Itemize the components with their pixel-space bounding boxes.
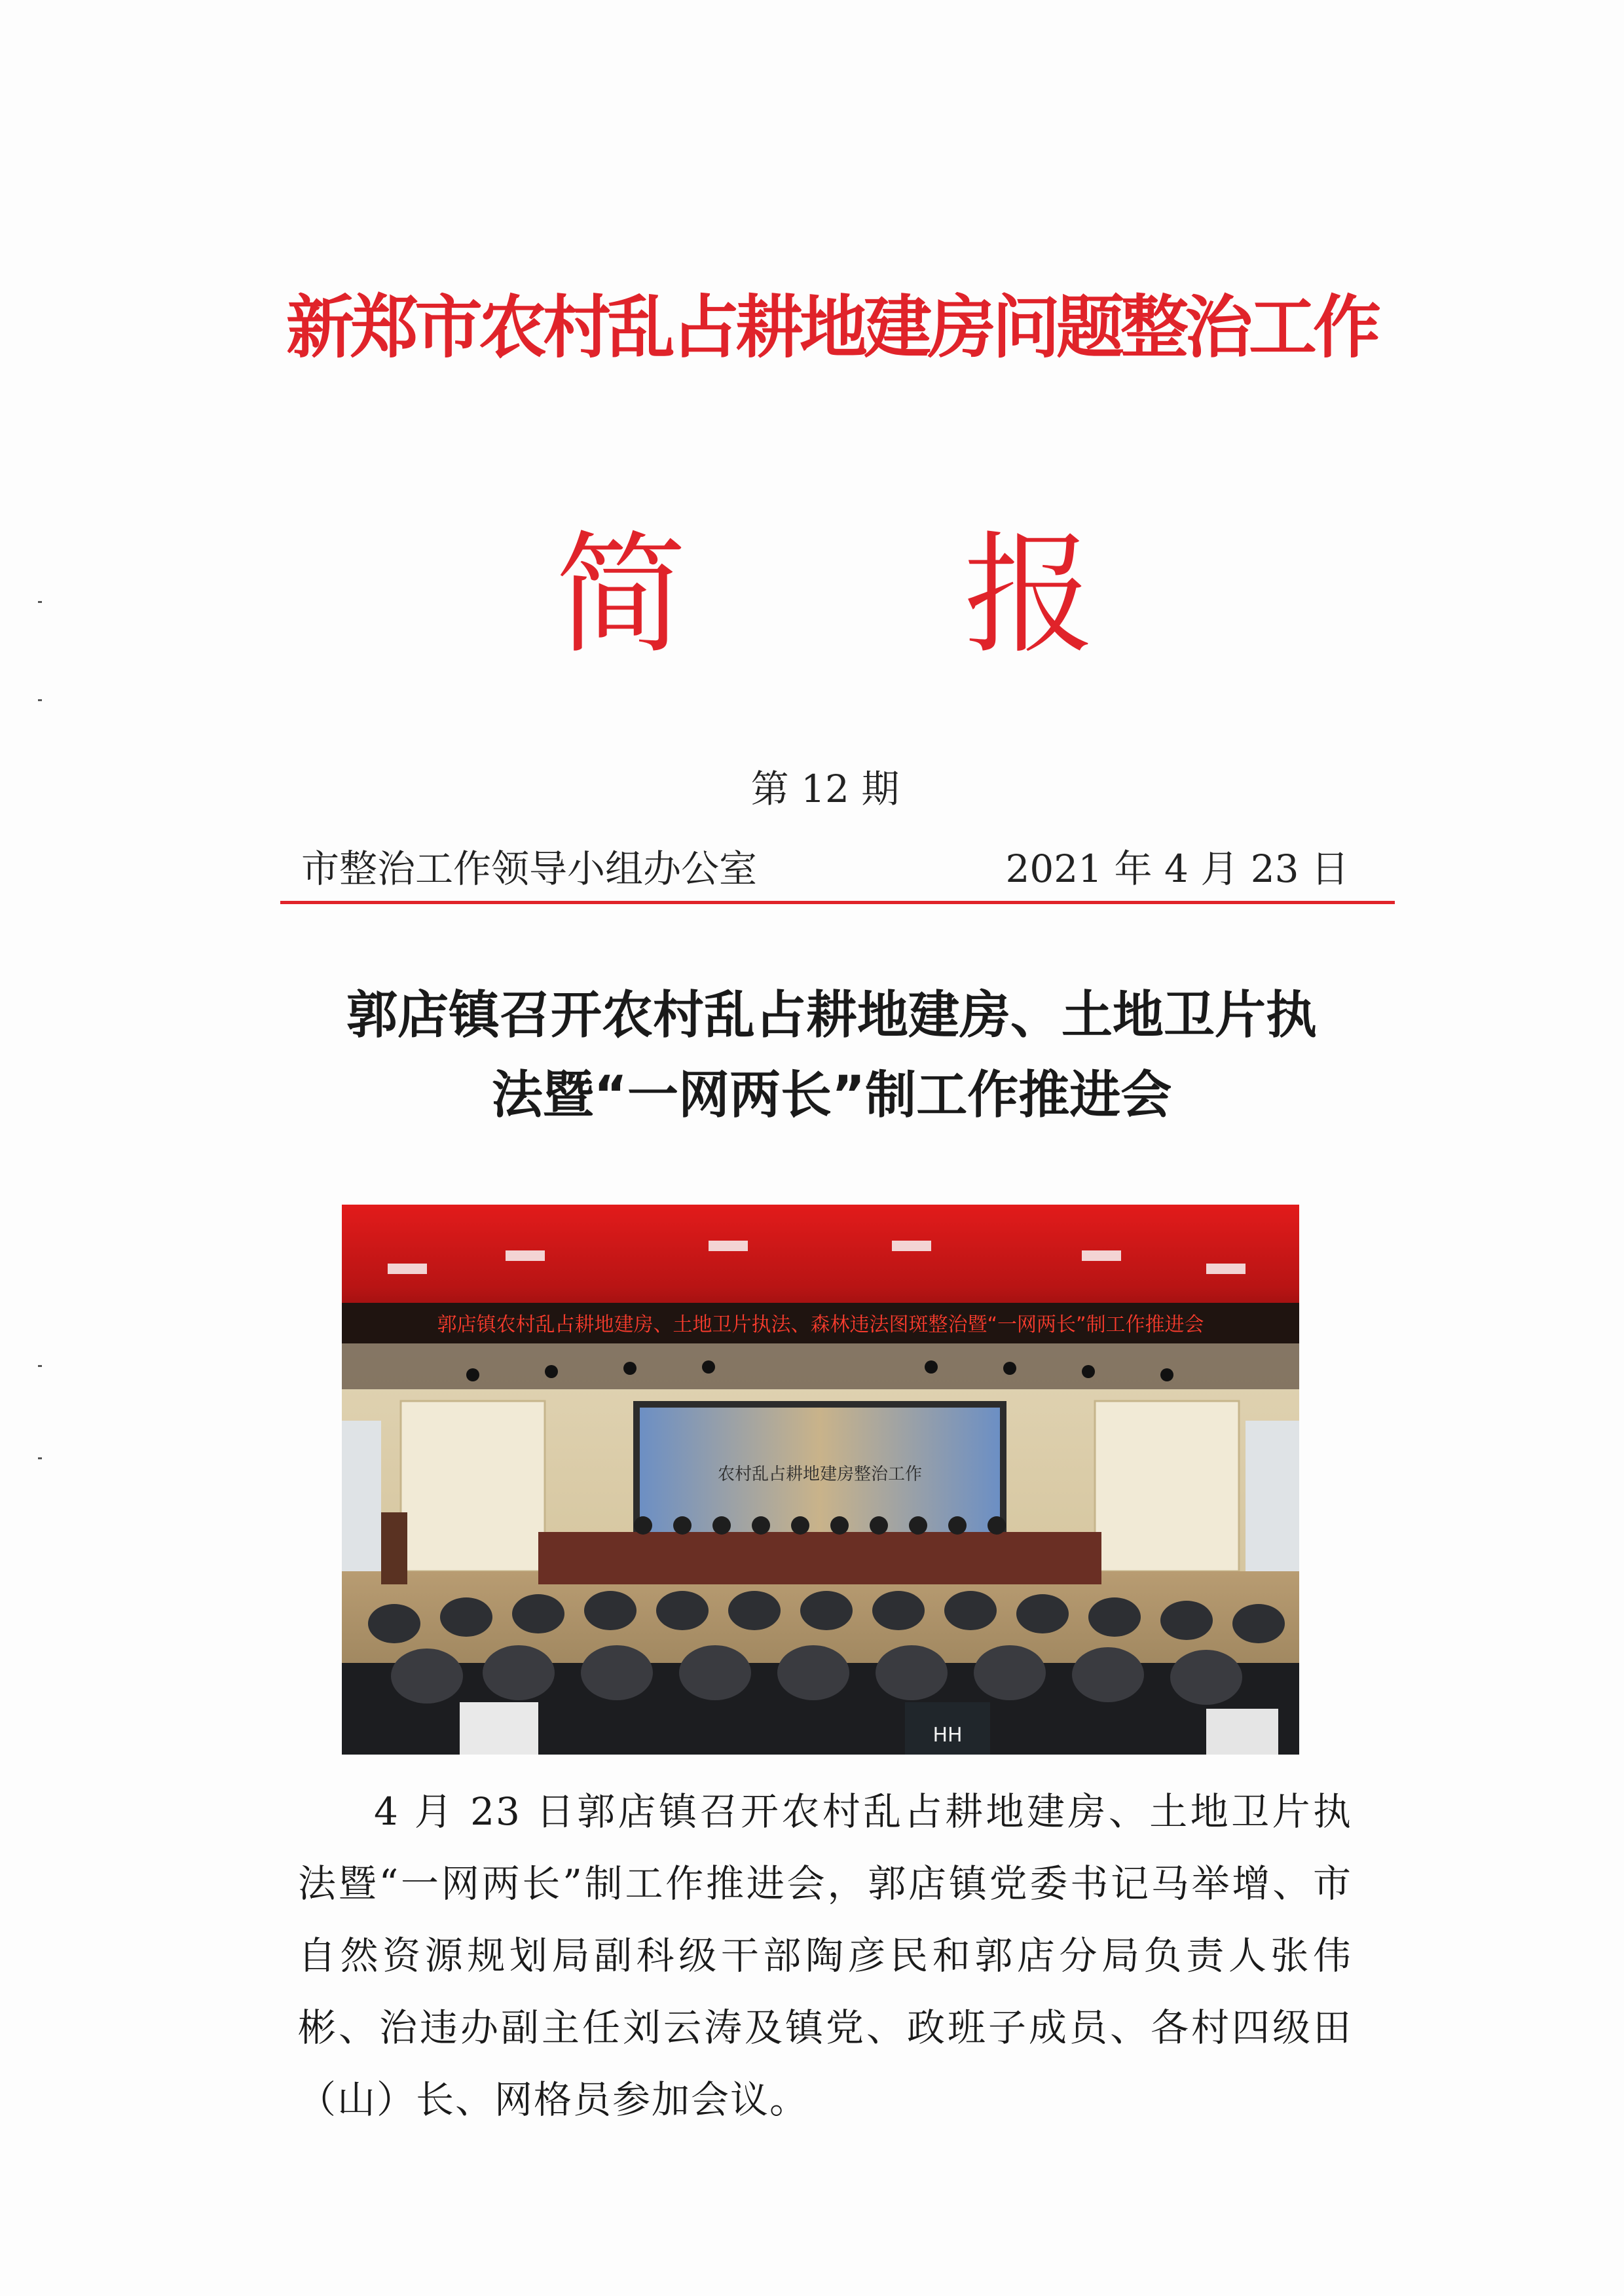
- side-window: [1246, 1421, 1299, 1571]
- scan-artifact: [38, 1457, 42, 1459]
- scan-artifact: [38, 699, 42, 701]
- article-title-line-2: 法暨“一网两长”制工作推进会: [491, 1066, 1172, 1125]
- meeting-photo-illustration: [342, 1205, 1299, 1755]
- issue-number: 第 12 期: [750, 767, 900, 811]
- podium: [381, 1512, 407, 1584]
- rostrum-table: [538, 1532, 1101, 1584]
- article-title: [249, 975, 1414, 1135]
- white-shirt: [460, 1702, 538, 1755]
- meeting-photo: [342, 1205, 1299, 1755]
- screen-text: 农村乱占耕地建房整治工作: [717, 1465, 923, 1484]
- organization-title: 新郑市农村乱占耕地建房问题整治工作: [286, 287, 1377, 367]
- white-shirt-right: [1206, 1709, 1278, 1755]
- jacket-logo: HH: [932, 1724, 963, 1747]
- header-divider: [280, 901, 1395, 904]
- issue-date: 2021 年 4 月 23 日: [1005, 847, 1349, 891]
- issuing-office: 市整治工作领导小组办公室: [301, 847, 758, 891]
- side-window-left: [342, 1421, 381, 1571]
- lighting-rig: [342, 1343, 1299, 1389]
- bulletin-title: 简 报: [555, 519, 1213, 672]
- scan-artifact: [38, 1365, 42, 1367]
- article-title-line-1: 郭店镇召开农村乱占耕地建房、土地卫片执: [346, 986, 1317, 1045]
- meta-row: [282, 839, 1369, 898]
- article-body: 4 月 23 日郭店镇召开农村乱占耕地建房、土地卫片执法暨“一网两长”制工作推进会，郭店镇党委书记马举增、市自然资源规划局副科级干部陶彦民和郭店分局负责人张伟彬、治违办副主任刘云涛及镇党、政班子成员、各村四级田（山）长、网格员参加会议。: [298, 1789, 1352, 2122]
- banner-text: 郭店镇农村乱占耕地建房、土地卫片执法、森林违法图斑整治暨“一网两长”制工作推进会: [437, 1313, 1204, 1336]
